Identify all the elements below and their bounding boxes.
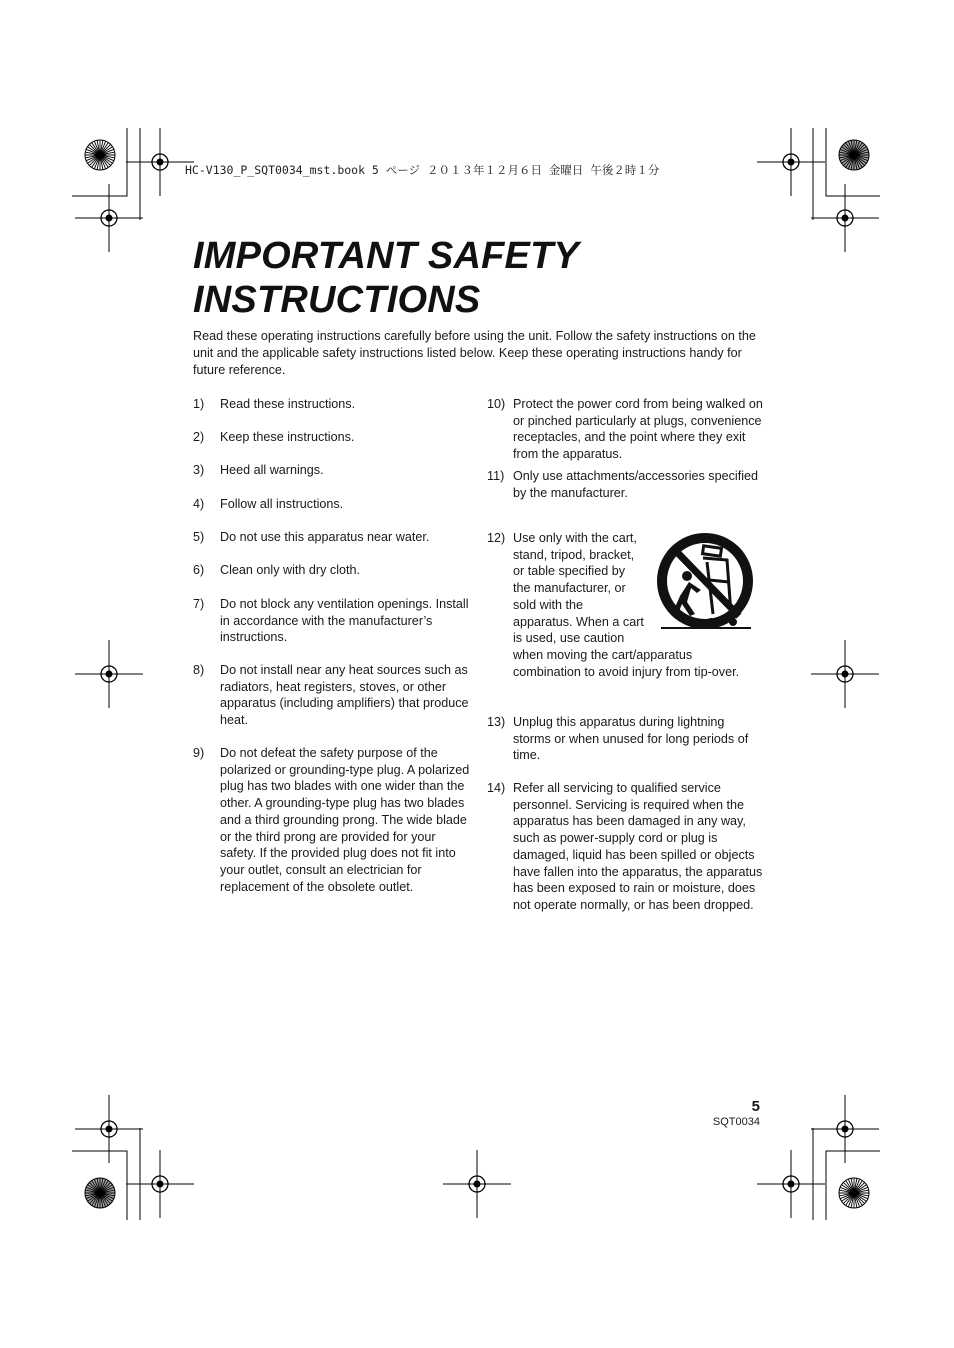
item-number: 10) [487,397,506,411]
item-number: 13) [487,715,506,729]
page-title: IMPORTANT SAFETY INSTRUCTIONS [193,235,579,321]
item-text: Do not use this apparatus near water. [220,530,430,544]
item-number: 11) [487,469,505,483]
item-text: Read these instructions. [220,397,356,411]
item-text: Keep these instructions. [220,430,355,444]
item-text: Do not install near any heat sources such as radiators, heat registers, stoves, or other apparatus (including amplifiers) that produce heat. [220,663,469,728]
page-number: 5 [751,1098,760,1115]
intro-paragraph: Read these operating instructions carefully before using the unit. Follow the safety instructions on the unit and the applicable safety instructions listed below. Keep these operating instructions handy for future reference. [193,329,756,377]
item-number: 8) [193,663,205,677]
no-cart-tip-over-icon [651,530,759,640]
document-code: SQT0034 [712,1116,760,1128]
print-header: HC-V130_P_SQT0034_mst.book 5 ページ ２０１３年１２月６日 金曜日 午後２時１分 [185,163,660,177]
item-text: Unplug this apparatus during lightning storms or when unused for long periods of time. [513,715,749,763]
item-text: Only use attachments/accessories specified by the manufacturer. [513,469,758,500]
item-number: 5) [193,530,205,544]
item-text: Heed all warnings. [220,463,324,477]
item-text: Protect the power cord from being walked on or pinched particularly at plugs, convenience receptacles, and the point where they exit from the apparatus. [513,397,763,462]
item-number: 14) [487,781,506,795]
item-number: 4) [193,497,205,511]
item-number: 6) [193,563,205,577]
item-number: 3) [193,463,205,477]
item-number: 7) [193,597,205,611]
item-number: 2) [193,430,205,444]
item-text: Refer all servicing to qualified service personnel. Servicing is required when the apparatus has been damaged in any way, such as power-supply cord or plug is damaged, liquid has been spilled or objects have fallen into the apparatus, the apparatus has been exposed to rain or moisture, does not operate normally, or has been dropped. [513,781,763,912]
item-text: Do not block any ventilation openings. Install in accordance with the manufacturer’s instructions. [220,597,469,645]
item-text: Clean only with dry cloth. [220,563,360,577]
item-number: 1) [193,397,205,411]
item-number: 9) [193,746,205,760]
item-text-with-figure [513,530,759,680]
item-number: 12) [487,531,506,545]
item-text: Use only with the cart, stand, tripod, bracket, or table specified by the manufacturer, or sold with the apparatus. When a cart is used, use caution when moving the cart/apparatus combination to avoid injury from tip-over. [513,531,740,679]
item-text: Follow all instructions. [220,497,344,511]
item-text: Do not defeat the safety purpose of the polarized or grounding-type plug. A polarized plug has two blades with one wider than the other. A grounding-type plug has two blades and a third grounding prong. The wide blade or the third prong are provided for your safety. If the provided plug does not fit into your outlet, consult an electrician for replacement of the obsolete outlet. [220,746,470,894]
